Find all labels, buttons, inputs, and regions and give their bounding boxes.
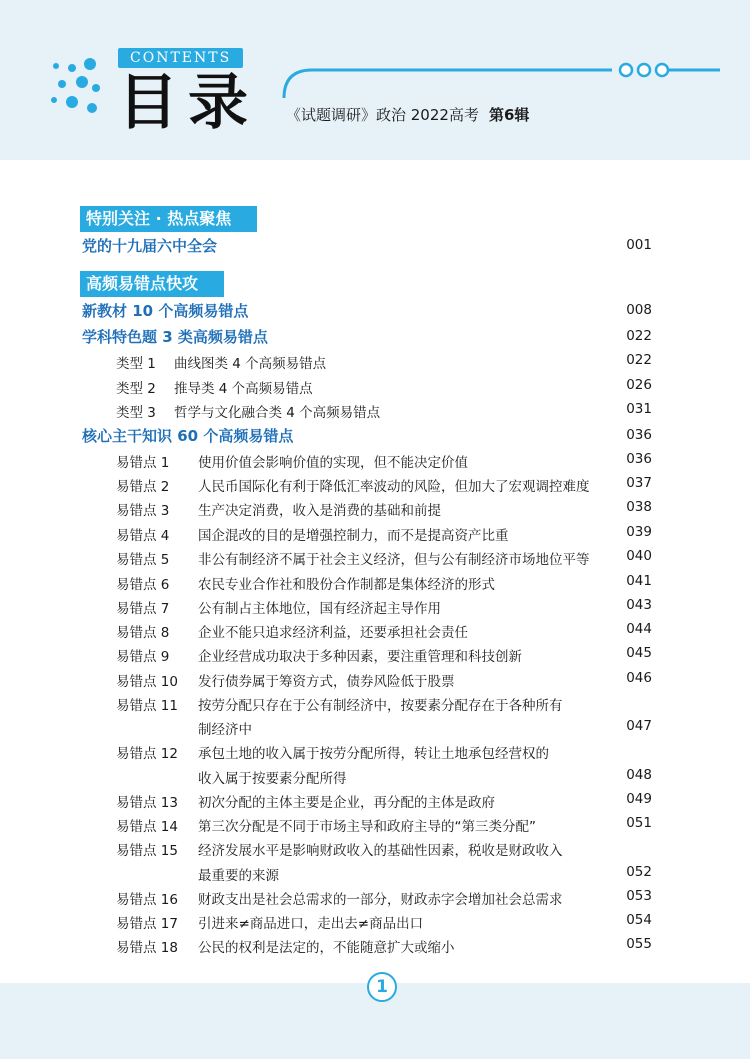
- toc-entry-title[interactable]: 新教材 10 个高频易错点: [82, 302, 249, 320]
- toc-page-number: 036: [626, 451, 652, 467]
- magazine-subtitle: [286, 104, 529, 125]
- zigzag-icon: [241, 212, 249, 228]
- toc-page-number: 046: [626, 670, 652, 686]
- toc-item-text[interactable]: 企业不能只追求经济利益，还要承担社会责任: [198, 625, 468, 641]
- toc-item-text[interactable]: 初次分配的主体主要是企业，再分配的主体是政府: [198, 795, 495, 811]
- toc-page-number: 051: [626, 815, 652, 831]
- toc-item-label: 易错点 16: [116, 892, 178, 908]
- toc-page-number: 044: [626, 621, 652, 637]
- toc-item-label: 易错点 6: [116, 577, 170, 593]
- toc-page-number: 047: [626, 718, 652, 734]
- toc-item-label: 易错点 8: [116, 625, 170, 641]
- toc-item-text-line2[interactable]: 收入属于按要素分配所得: [198, 771, 347, 787]
- toc-page-number: 054: [626, 912, 652, 928]
- toc-item-text-line1[interactable]: 经济发展水平是影响财政收入的基础性因素，税收是财政收入: [198, 843, 563, 859]
- toc-page-number: 022: [626, 328, 652, 344]
- toc-page-number: 036: [626, 427, 652, 443]
- decorative-line: [282, 60, 722, 100]
- toc-page-number: 053: [626, 888, 652, 904]
- toc-item-text[interactable]: 企业经营成功取决于多种因素，要注重管理和科技创新: [198, 649, 522, 665]
- toc-item-text[interactable]: 第三次分配是不同于市场主导和政府主导的“第三类分配”: [198, 819, 536, 835]
- toc-page-number: 022: [626, 352, 652, 368]
- toc-item-label: 易错点 1: [116, 455, 170, 471]
- toc-page-number: 049: [626, 791, 652, 807]
- toc-item-label: 易错点 5: [116, 552, 170, 568]
- toc-item-text[interactable]: 公民的权利是法定的，不能随意扩大或缩小: [198, 940, 455, 956]
- toc-item-label: 易错点 9: [116, 649, 170, 665]
- page-title: 目录: [118, 68, 258, 138]
- toc-page-number: 041: [626, 573, 652, 589]
- toc-item-text-line1[interactable]: 按劳分配只存在于公有制经济中，按要素分配存在于各种所有: [198, 698, 563, 714]
- contents-label: CONTENTS: [118, 48, 243, 68]
- toc-item-label: 类型 3: [116, 405, 156, 421]
- toc-item-label: 易错点 18: [116, 940, 178, 956]
- toc-item-label: 易错点 7: [116, 601, 170, 617]
- toc-item-label: 易错点 17: [116, 916, 178, 932]
- toc-entry-title[interactable]: 党的十九届六中全会: [82, 237, 218, 255]
- toc-page-number: 045: [626, 645, 652, 661]
- toc-page-number: 037: [626, 475, 652, 491]
- toc-item-text[interactable]: 公有制占主体地位，国有经济起主导作用: [198, 601, 441, 617]
- section-title: 特别关注 · 热点聚焦: [86, 209, 232, 228]
- toc-page-number: 039: [626, 524, 652, 540]
- toc-item-text-line2[interactable]: 制经济中: [198, 722, 252, 738]
- toc-page-number: 026: [626, 377, 652, 393]
- toc-item-text[interactable]: 财政支出是社会总需求的一部分，财政赤字会增加社会总需求: [198, 892, 563, 908]
- toc-page-number: 043: [626, 597, 652, 613]
- toc-page-number: 008: [626, 302, 652, 318]
- toc-item-text-line2[interactable]: 最重要的来源: [198, 868, 279, 884]
- toc-item-text[interactable]: 推导类 4 个高频易错点: [174, 381, 313, 397]
- toc-page-number: 048: [626, 767, 652, 783]
- toc-item-label: 易错点 15: [116, 843, 178, 859]
- toc-item-text[interactable]: 发行债券属于筹资方式，债券风险低于股票: [198, 674, 455, 690]
- toc-item-text[interactable]: 曲线图类 4 个高频易错点: [174, 356, 327, 372]
- dots-logo-icon: [48, 58, 108, 118]
- toc-item-label: 类型 1: [116, 356, 156, 372]
- toc-item-text-line1[interactable]: 承包土地的收入属于按劳分配所得，转让土地承包经营权的: [198, 746, 549, 762]
- toc-item-text[interactable]: 非公有制经济不属于社会主义经济，但与公有制经济市场地位平等: [198, 552, 590, 568]
- toc-item-label: 易错点 14: [116, 819, 178, 835]
- toc-item-text[interactable]: 国企混改的目的是增强控制力，而不是提高资产比重: [198, 528, 509, 544]
- toc-page-number: 001: [626, 237, 652, 253]
- toc-item-text[interactable]: 人民币国际化有利于降低汇率波动的风险，但加大了宏观调控难度: [198, 479, 590, 495]
- toc-item-text[interactable]: 使用价值会影响价值的实现，但不能决定价值: [198, 455, 468, 471]
- toc-item-text[interactable]: 农民专业合作社和股份合作制都是集体经济的形式: [198, 577, 495, 593]
- toc-page-number: 040: [626, 548, 652, 564]
- toc-page-number: 038: [626, 499, 652, 515]
- section-heading: [80, 271, 224, 297]
- toc-entry-title[interactable]: 核心主干知识 60 个高频易错点: [82, 427, 294, 445]
- toc-item-label: 易错点 11: [116, 698, 178, 714]
- issue-number: 第6辑: [488, 106, 530, 124]
- toc-item-text[interactable]: 生产决定消费，收入是消费的基础和前提: [198, 503, 441, 519]
- toc-item-text[interactable]: 哲学与文化融合类 4 个高频易错点: [174, 405, 381, 421]
- zigzag-icon: [208, 277, 216, 293]
- toc-item-label: 易错点 3: [116, 503, 170, 519]
- toc-item-label: 易错点 2: [116, 479, 170, 495]
- toc-page-number: 031: [626, 401, 652, 417]
- toc-item-label: 易错点 12: [116, 746, 178, 762]
- toc-item-label: 易错点 4: [116, 528, 170, 544]
- toc-item-label: 易错点 10: [116, 674, 178, 690]
- toc-item-label: 类型 2: [116, 381, 156, 397]
- toc-item-text[interactable]: 引进来≠商品进口，走出去≠商品出口: [198, 916, 424, 932]
- section-heading: [80, 206, 257, 232]
- toc-page-number: 052: [626, 864, 652, 880]
- page-number-badge: 1: [367, 972, 397, 1002]
- subtitle-text: 《试题调研》政治 2022高考: [286, 106, 479, 124]
- toc-page-number: 055: [626, 936, 652, 952]
- section-title: 高频易错点快攻: [86, 274, 199, 293]
- toc-entry-title[interactable]: 学科特色题 3 类高频易错点: [82, 328, 268, 346]
- toc-item-label: 易错点 13: [116, 795, 178, 811]
